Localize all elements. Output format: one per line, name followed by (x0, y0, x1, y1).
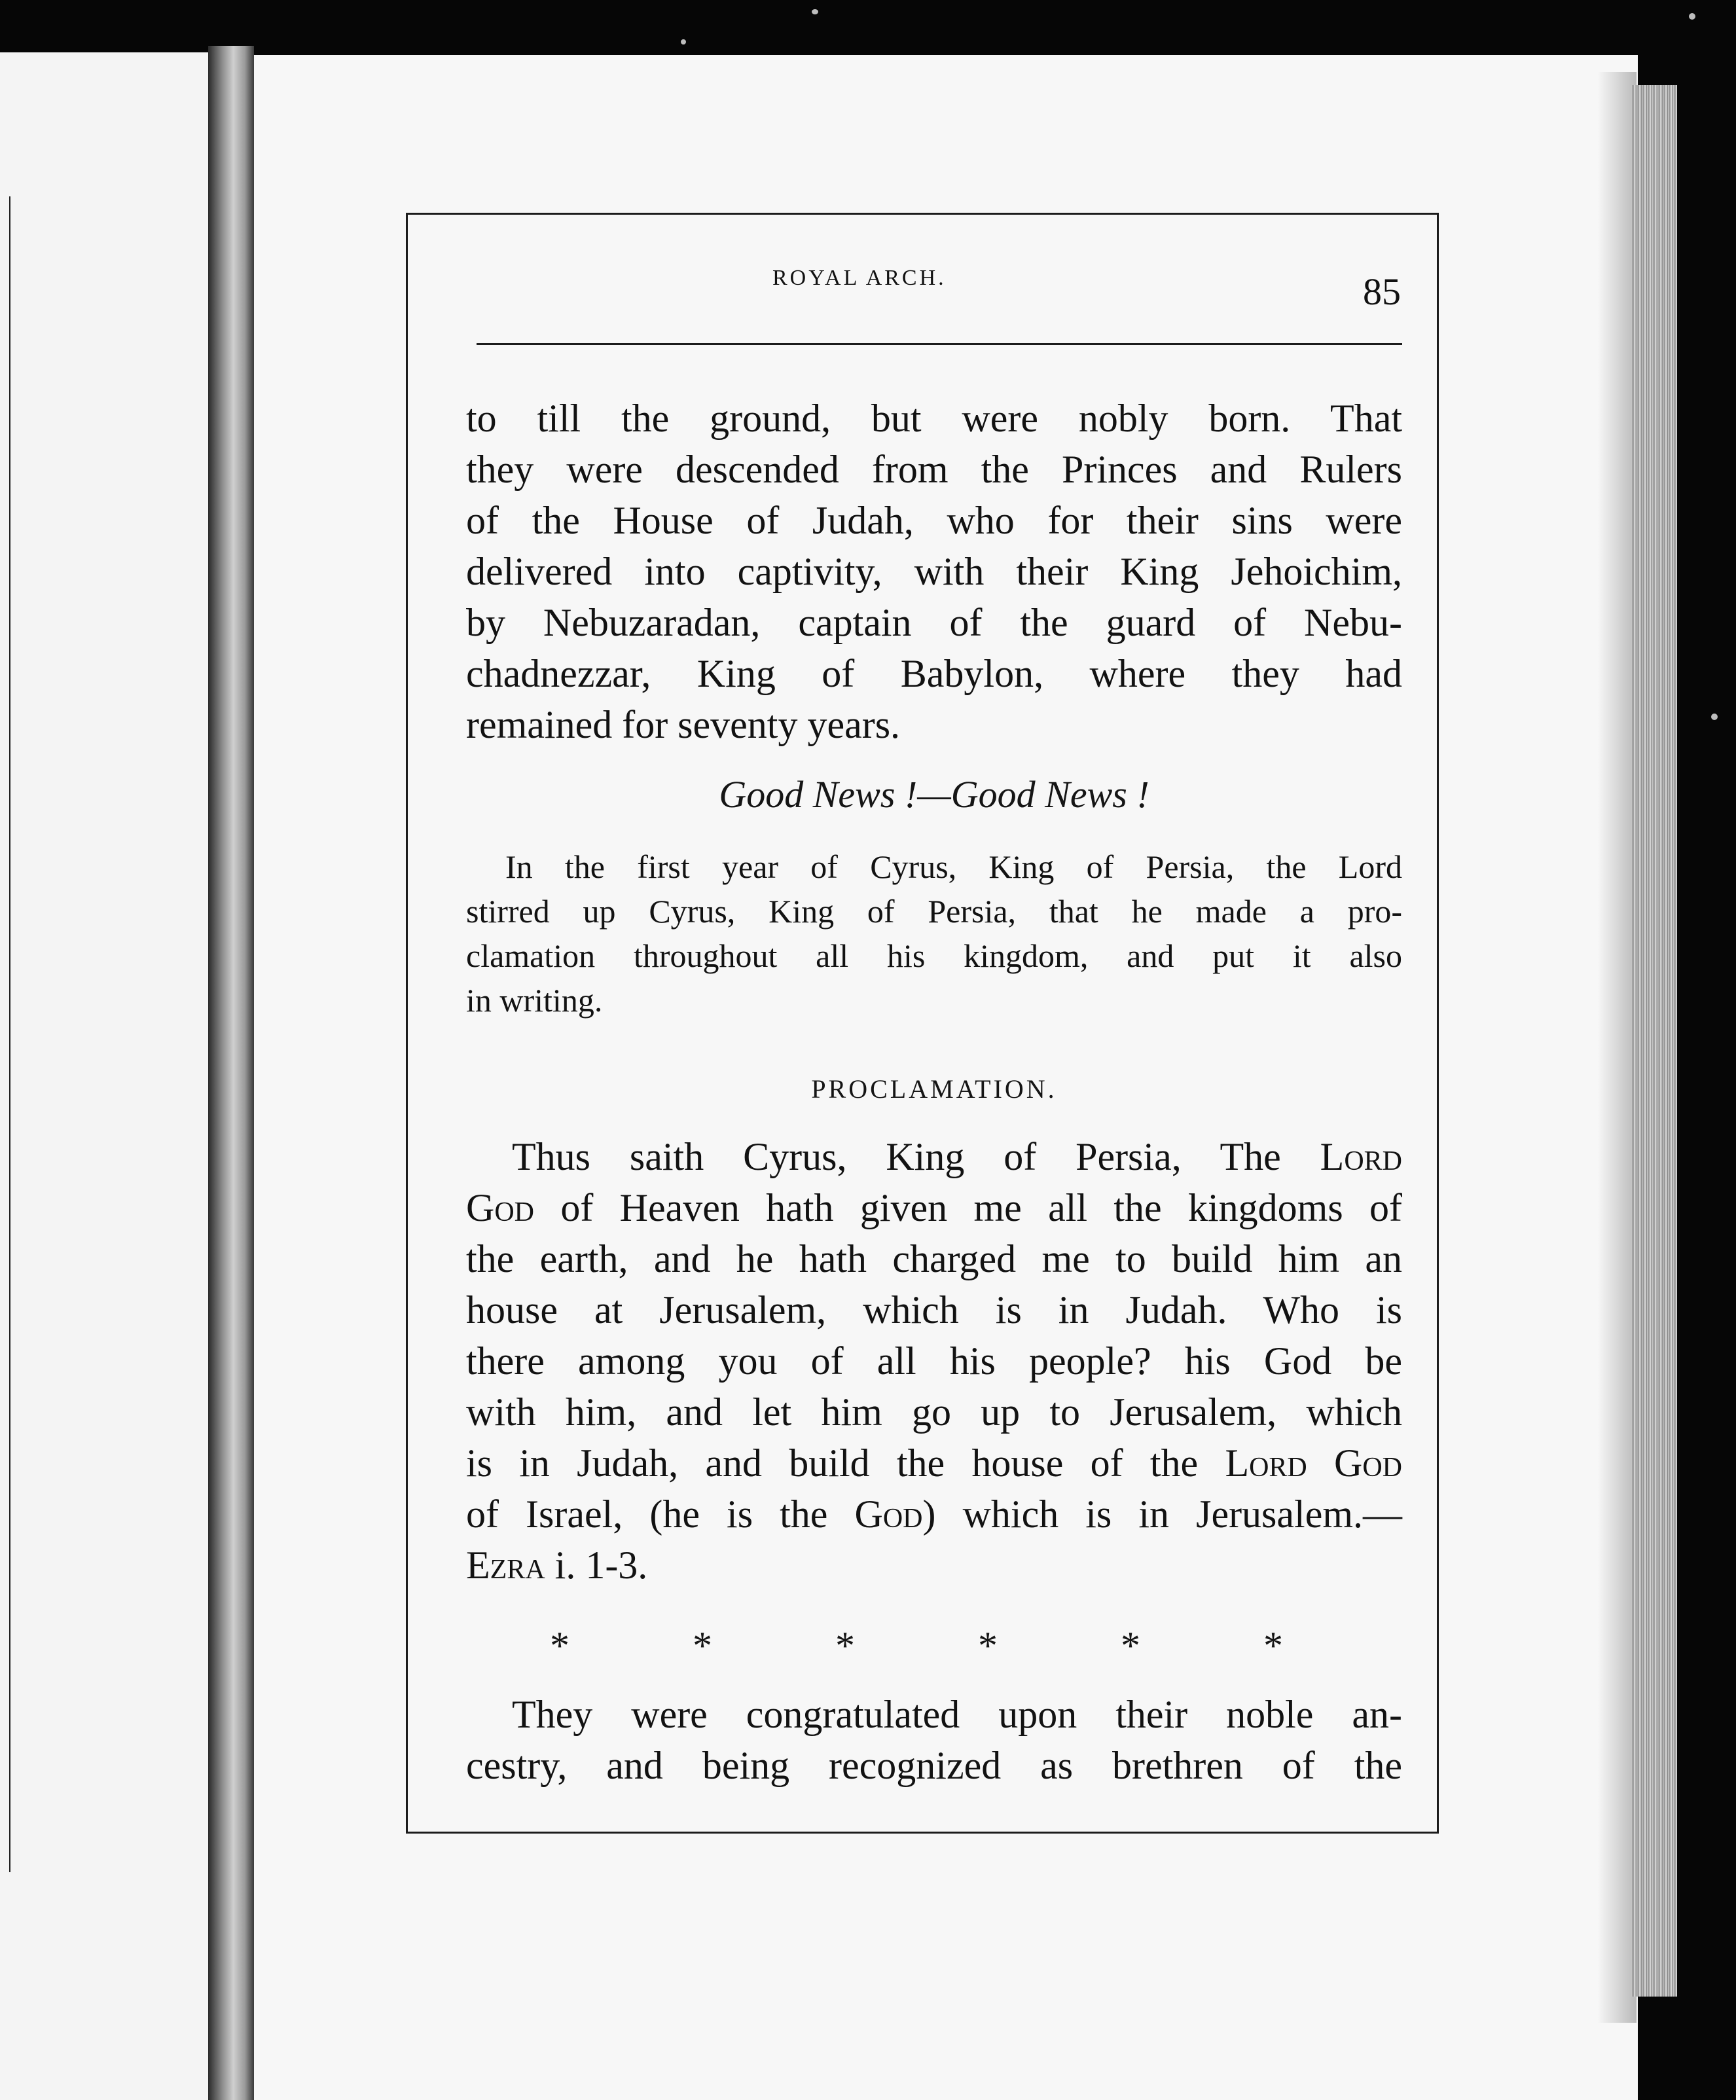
text-line (466, 1540, 1402, 1591)
text-run: of Israel, (he is the (466, 1493, 855, 1536)
small-caps-run: God (466, 1186, 534, 1229)
paragraph-descent (466, 393, 1402, 750)
asterisk: * (835, 1624, 855, 1667)
section-break-asterisks (550, 1623, 1283, 1669)
asterisk: * (1121, 1624, 1140, 1667)
subheading-good-news: Good News !—Good News ! (719, 773, 1149, 816)
dust-speck (812, 9, 818, 14)
paragraph-cyrus (466, 844, 1402, 1023)
text-line: house at Jerusalem, which is in Judah. Who is (466, 1288, 1402, 1331)
text-line: remained for seventy years. (466, 703, 901, 746)
small-caps-run: Lord God (1225, 1441, 1403, 1485)
dust-speck (1689, 13, 1695, 20)
running-head: ROYAL ARCH. (772, 266, 947, 290)
page-number: 85 (1363, 270, 1401, 313)
text-line: by Nebuzaradan, captain of the guard of Nebu- (466, 601, 1402, 644)
text-run: is in Judah, and build the house of the (466, 1441, 1225, 1485)
text-run: i. 1-3. (545, 1544, 648, 1587)
small-caps-run: Ezra (466, 1544, 545, 1587)
small-caps-run: God (854, 1493, 923, 1536)
text-line: They were congratulated upon their noble an- (512, 1693, 1402, 1736)
book-gutter (208, 46, 254, 2100)
text-line: delivered into captivity, with their King Jehoichim, (466, 550, 1402, 593)
paragraph-proclamation (466, 1131, 1402, 1591)
small-caps-run: Lord (1320, 1135, 1402, 1178)
asterisk: * (1263, 1624, 1283, 1667)
text-line: In the first year of Cyrus, King of Persia, the Lord (505, 848, 1402, 885)
left-page (0, 52, 223, 2100)
text-run: ) which is in Jerusalem.— (922, 1493, 1403, 1536)
text-line: the earth, and he hath charged me to build him an (466, 1237, 1402, 1280)
text-line (466, 1131, 1402, 1182)
text-line: chadnezzar, King of Babylon, where they had (466, 652, 1402, 695)
text-line (466, 1438, 1402, 1489)
dust-speck (681, 39, 686, 45)
text-line: cestry, and being recognized as brethren of the (466, 1744, 1402, 1787)
subheading-proclamation: PROCLAMATION. (811, 1074, 1057, 1104)
asterisk: * (693, 1624, 712, 1667)
asterisk: * (978, 1624, 998, 1667)
text-run: of Heaven hath given me all the kingdoms of (534, 1186, 1402, 1229)
text-line: with him, and let him go up to Jerusalem, which (466, 1390, 1402, 1434)
header-rule (477, 343, 1402, 345)
page-edges (1631, 85, 1677, 1997)
text-run: Thus saith Cyrus, King of Persia, The (512, 1135, 1320, 1178)
text-line: to till the ground, but were nobly born. That (466, 397, 1402, 440)
text-line: there among you of all his people? his God be (466, 1339, 1402, 1383)
text-line (466, 1182, 1402, 1233)
left-page-frame-edge (0, 196, 10, 1872)
text-line: stirred up Cyrus, King of Persia, that he made a pro- (466, 893, 1402, 930)
text-line: of the House of Judah, who for their sins were (466, 499, 1402, 542)
text-line: they were descended from the Princes and Rulers (466, 448, 1402, 491)
page-edge-shadow (1597, 72, 1637, 2023)
paragraph-congratulated (466, 1689, 1402, 1791)
dust-speck (1711, 714, 1718, 720)
text-line: in writing. (466, 982, 603, 1019)
text-line: clamation throughout all his kingdom, and put it also (466, 937, 1402, 974)
asterisk: * (550, 1624, 570, 1667)
text-line (466, 1489, 1402, 1540)
